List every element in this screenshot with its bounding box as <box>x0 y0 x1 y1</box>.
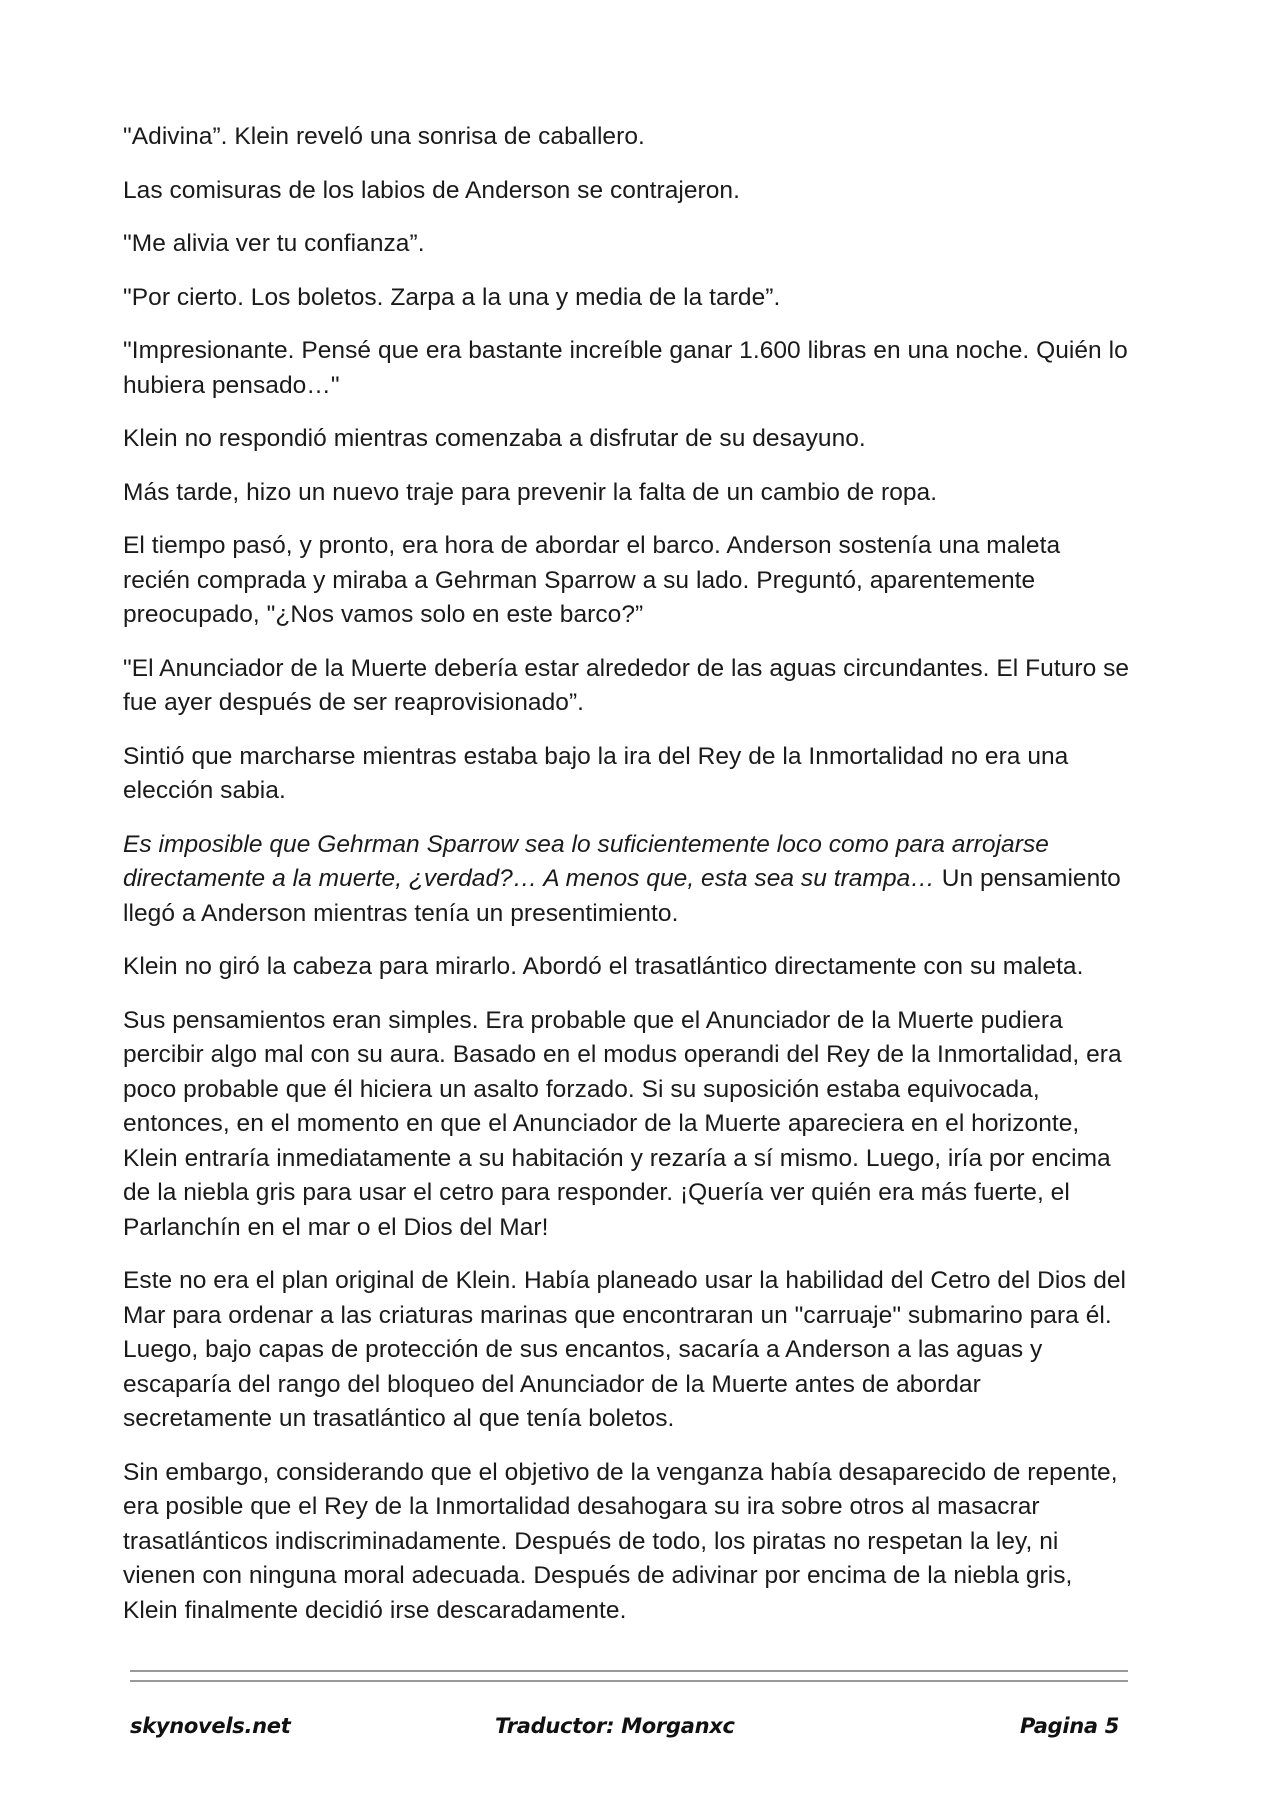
footer-translator: Traductor: Morganxc <box>495 1714 735 1738</box>
paragraph-11 <box>123 828 1133 932</box>
paragraph-2: Las comisuras de los labios de Anderson se contrajeron. <box>123 176 740 204</box>
paragraph-11-normal: Un pensamiento llegó a Anderson mientras tenía un presentimiento. <box>123 865 1121 927</box>
paragraph-3: "Me alivia ver tu confianza”. <box>123 230 425 257</box>
paragraph-8: El tiempo pasó, y pronto, era hora de abordar el barco. Anderson sostenía una maleta recién comprada y miraba a Gehrman Sparrow a su lado. Preguntó, aparentemente preocupado, "¿Nos vamos solo en este barco?” <box>123 532 1061 628</box>
footer-site: skynovels.net <box>130 1714 291 1738</box>
paragraph-7: Más tarde, hizo un nuevo traje para prevenir la falta de un cambio de ropa. <box>123 478 938 506</box>
paragraph-9: "El Anunciador de la Muerte debería estar alrededor de las aguas circundantes. El Futuro se fue ayer después de ser reaprovisionado”. <box>123 654 1130 716</box>
paragraph-11-italic: Es imposible que Gehrman Sparrow sea lo suficientemente loco como para arrojarse directamente a la muerte, ¿verdad?… A menos que, esta sea su trampa… <box>123 830 1049 892</box>
paragraph-12: Klein no giró la cabeza para mirarlo. Abordó el trasatlántico directamente con su maleta. <box>123 953 1084 980</box>
paragraph-15: Sin embargo, considerando que el objetivo de la venganza había desaparecido de repente, era posible que el Rey de la Inmortalidad desahogara su ira sobre otros al masacrar trasatlánticos indiscriminadamente. Después de todo, los piratas no respetan la ley, ni vienen con ninguna moral adecuada. Después de adivinar por encima de la niebla gris, Klein finalmente decidió irse descaradamente. <box>123 1458 1118 1624</box>
footer-divider-bottom <box>130 1680 1128 1682</box>
paragraph-14: Este no era el plan original de Klein. Había planeado usar la habilidad del Cetro del Dios del Mar para ordenar a las criaturas marinas que encontraran un "carruaje" submarino para él. Luego, bajo capas de protección de sus encantos, sacaría a Anderson a las aguas y escaparía del rango del bloqueo del Anunciador de la Muerte antes de abordar secretamente un trasatlántico al que tenía boletos. <box>123 1267 1127 1432</box>
paragraph-13: Sus pensamientos eran simples. Era probable que el Anunciador de la Muerte pudiera percibir algo mal con su aura. Basado en el modus operandi del Rey de la Inmortalidad, era poco probable que él hiciera un asalto forzado. Si su suposición estaba equivocada, entonces, en el momento en que el Anunciador de la Muerte apareciera en el horizonte, Klein entraría inmediatamente a su habitación y rezaría a sí mismo. Luego, iría por encima de la niebla gris para usar el cetro para responder. ¡Quería ver quién era más fuerte, el Parlanchín en el mar o el Dios del Mar! <box>123 1006 1122 1241</box>
paragraph-4: "Por cierto. Los boletos. Zarpa a la una y media de la tarde”. <box>123 283 781 311</box>
footer-divider-top <box>130 1670 1128 1672</box>
paragraph-1: "Adivina”. Klein reveló una sonrisa de caballero. <box>123 123 645 150</box>
page-body <box>123 120 1133 1647</box>
paragraph-5: "Impresionante. Pensé que era bastante increíble ganar 1.600 libras en una noche. Quién lo hubiera pensado…" <box>123 337 1128 399</box>
paragraph-6: Klein no respondió mientras comenzaba a disfrutar de su desayuno. <box>123 425 866 452</box>
footer-page-number: Pagina 5 <box>1020 1714 1120 1738</box>
paragraph-10: Sintió que marcharse mientras estaba bajo la ira del Rey de la Inmortalidad no era una elección sabia. <box>123 742 1069 804</box>
